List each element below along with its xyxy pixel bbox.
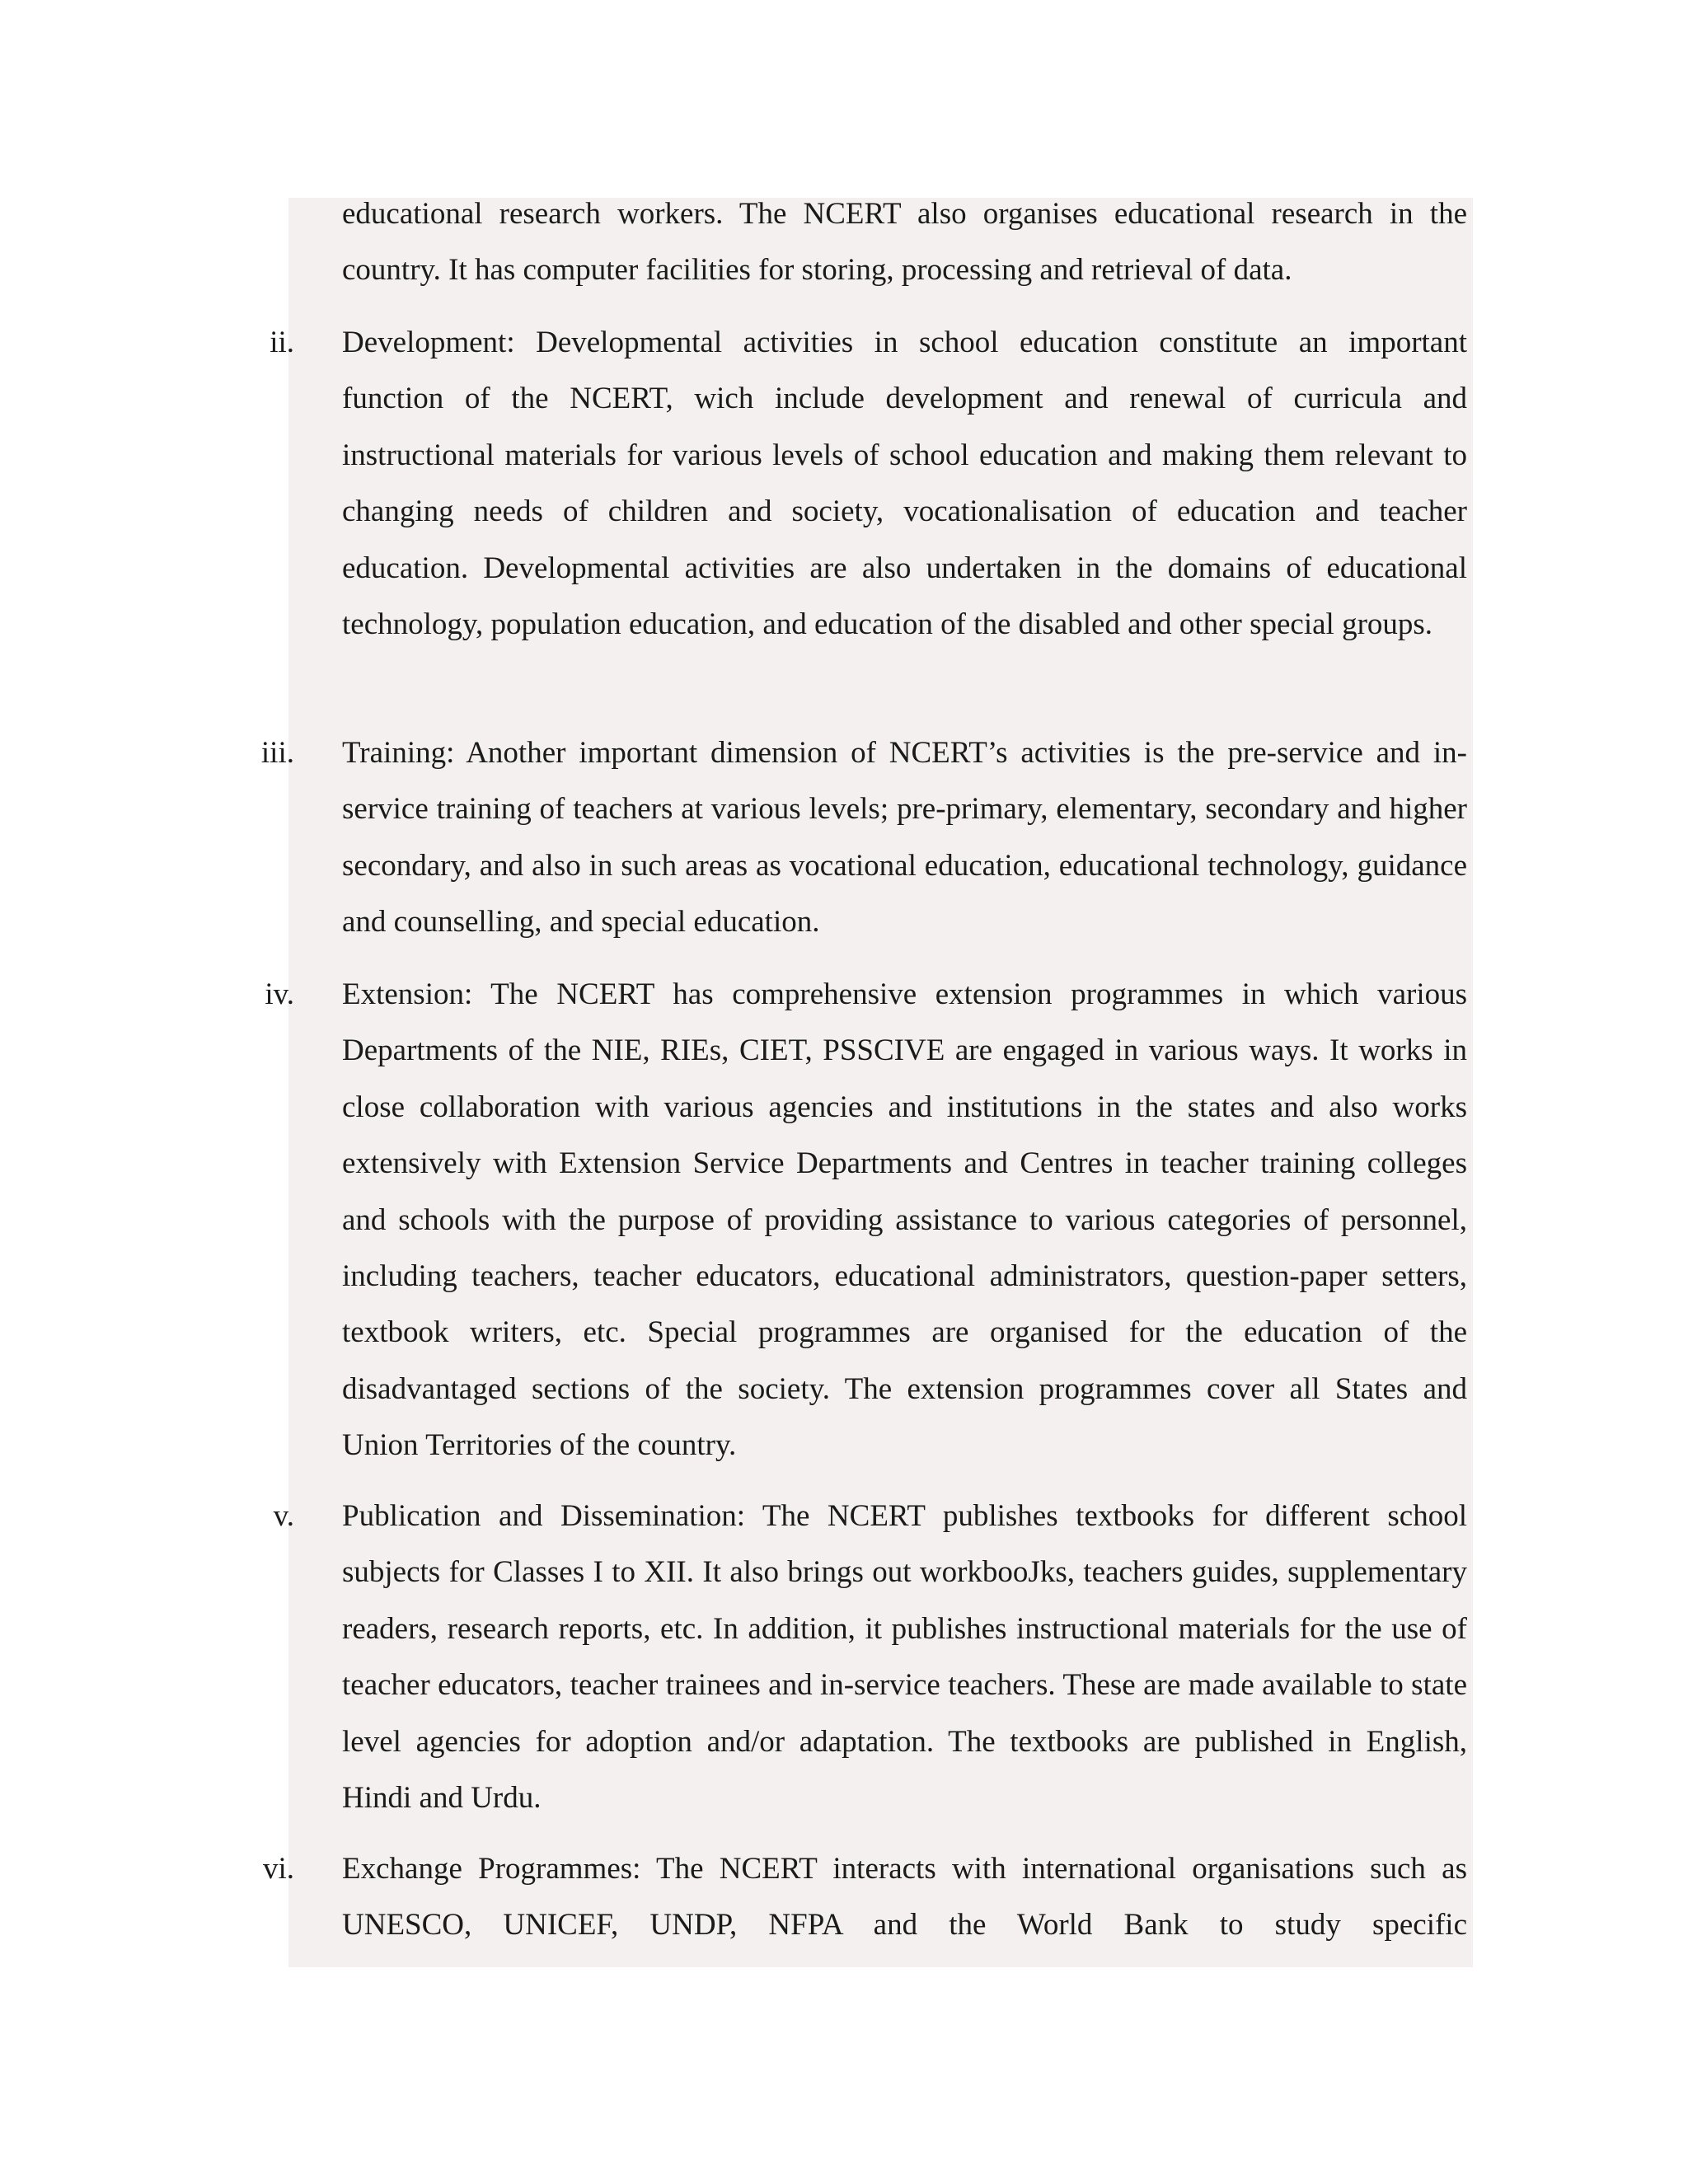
item-text-extension: Extension: The NCERT has comprehensive extension programmes in which various Departments of the NIE, RIEs, CIET, PSSCIVE are engaged in various ways. It works in close collaboration with various agencies and institutions in the states and also works extensively with Extension Service Departments and Centres in teacher training colleges and schools with the purpose of providing assistance to various categories of personnel, including teachers, teacher educators, educational administrators, question-paper setters, textbook writers, etc. Special programmes are organised for the education of the disadvantaged sections of the society. The extension programmes cover all States and Union Territories of the country. bbox=[342, 977, 1467, 1463]
item-text-training: Training: Another important dimension of NCERT’s activities is the pre-service and in-service training of teachers at various levels; pre-primary, elementary, secondary and higher secondary, and also in such areas as vocational education, educational technology, guidance and counselling, and special education. bbox=[342, 736, 1467, 940]
item-numeral-iv: iv. bbox=[265, 977, 294, 1011]
intro-paragraph: educational research workers. The NCERT also organises educational research in the country. It has computer facilities for storing, processing and retrieval of data. bbox=[342, 197, 1467, 288]
item-numeral-v: v. bbox=[273, 1499, 294, 1533]
item-numeral-ii: ii. bbox=[270, 326, 294, 359]
item-numeral-vi: vi. bbox=[262, 1852, 294, 1886]
item-numeral-iii: iii. bbox=[260, 736, 294, 770]
item-text-development: Development: Developmental activities in school education constitute an important function of the NCERT, wich include development and renewal of curricula and instructional materials for various levels of school education and making them relevant to changing needs of children and society, vocationalisation of education and teacher education. Developmental activities are also undertaken in the domains of educational technology, population education, and education of the disabled and other special groups. bbox=[342, 326, 1467, 642]
item-text-exchange: Exchange Programmes: The NCERT interacts with international organisations such as UNESCO, UNICEF, UNDP, NFPA and the World Bank to study specific bbox=[342, 1852, 1467, 1943]
item-text-publication: Publication and Dissemination: The NCERT publishes textbooks for different school subjects for Classes I to XII. It also brings out workbooJks, teachers guides, supplementary readers, research reports, etc. In addition, it publishes instructional materials for the use of teacher educators, teacher trainees and in-service teachers. These are made available to state level agencies for adoption and/or adaptation. The textbooks are published in English, Hindi and Urdu. bbox=[342, 1499, 1467, 1816]
